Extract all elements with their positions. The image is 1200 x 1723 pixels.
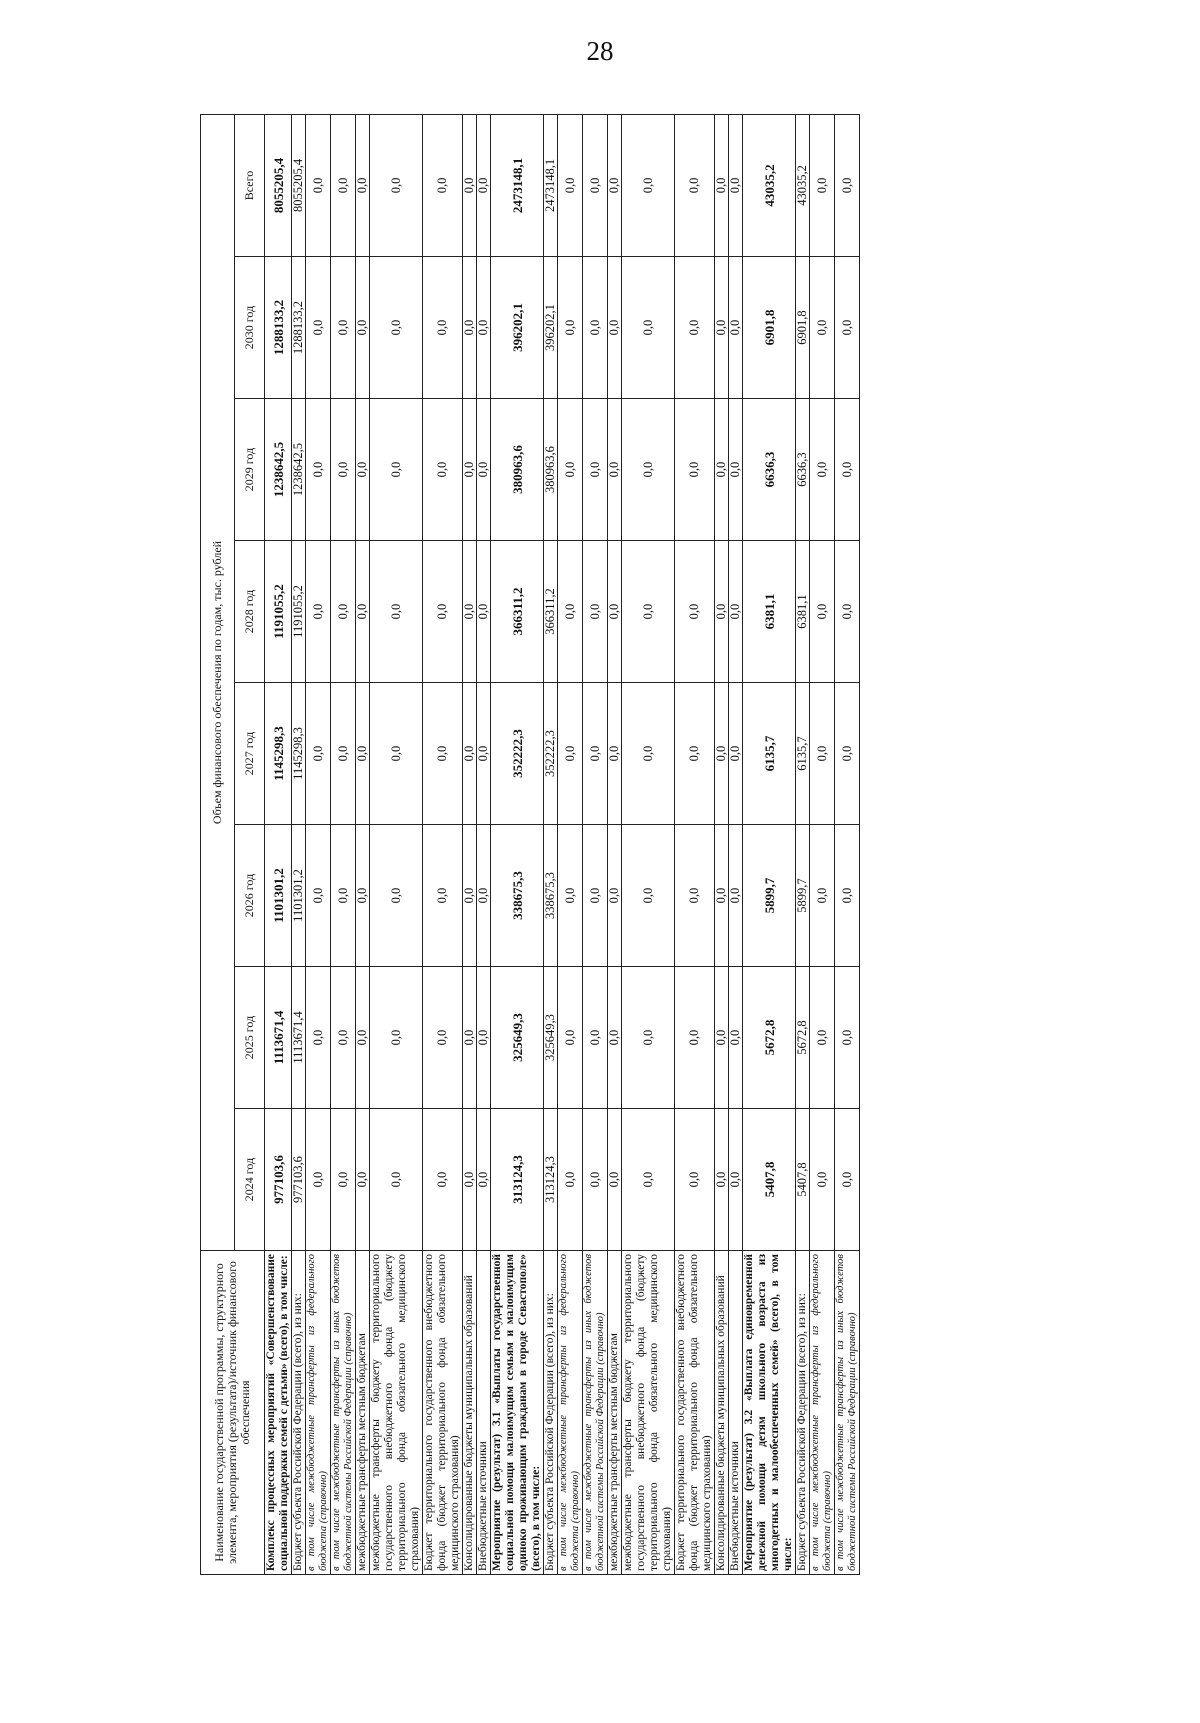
value-cell: 0,0 [608,967,622,1109]
value-cell: 0,0 [558,683,583,825]
value-cell: 5407,8 [796,1109,810,1251]
row-label: Внебюджетные источники [729,1251,743,1575]
row-label: Бюджет субъекта Российской Федерации (всего), из них: [292,1251,306,1575]
value-cell: 0,0 [608,1109,622,1251]
value-cell: 0,0 [715,683,729,825]
value-cell: 1238642,5 [292,399,306,541]
value-cell: 0,0 [622,683,675,825]
value-cell: 1191055,2 [265,541,292,683]
value-cell: 1191055,2 [292,541,306,683]
value-cell: 0,0 [583,399,608,541]
rotated-table-sheet [200,115,1000,1575]
value-cell: 0,0 [463,967,477,1109]
value-cell: 0,0 [608,683,622,825]
value-cell: 6901,8 [796,257,810,399]
value-cell: 0,0 [622,825,675,967]
table-row [715,114,729,1574]
value-cell: 0,0 [463,541,477,683]
value-cell: 1288133,2 [292,257,306,399]
value-cell: 0,0 [306,541,331,683]
value-cell: 0,0 [463,825,477,967]
table-row [491,114,544,1574]
value-cell: 0,0 [835,683,860,825]
value-cell: 0,0 [356,825,370,967]
value-cell: 0,0 [583,825,608,967]
funding-table [200,114,860,1575]
value-cell: 0,0 [558,257,583,399]
value-cell: 0,0 [715,1109,729,1251]
value-cell: 0,0 [622,1109,675,1251]
value-cell: 0,0 [370,1109,423,1251]
value-cell: 0,0 [835,967,860,1109]
value-cell: 0,0 [622,257,675,399]
volume-title-header: Объем финансового обеспечения по годам, тыс. рублей [201,114,235,1250]
value-cell: 5672,8 [796,967,810,1109]
value-cell: 1113671,4 [292,967,306,1109]
value-cell: 0,0 [622,967,675,1109]
value-cell: 0,0 [675,541,715,683]
row-label: в том числе межбюджетные трансферты из федерального бюджета (справочно) [558,1251,583,1575]
value-cell: 0,0 [835,1109,860,1251]
value-cell: 380963,6 [491,399,544,541]
value-cell: 0,0 [356,541,370,683]
value-cell: 0,0 [675,257,715,399]
value-cell: 0,0 [370,257,423,399]
value-cell: 0,0 [608,399,622,541]
total-cell: 0,0 [306,114,331,256]
table-row [265,114,292,1574]
year-header: 2029 год [235,399,265,541]
value-cell: 6135,7 [796,683,810,825]
year-header: 2030 год [235,257,265,399]
value-cell: 0,0 [331,399,356,541]
value-cell: 0,0 [715,257,729,399]
value-cell: 0,0 [558,1109,583,1251]
row-label: в том числе межбюджетные трансферты из иных бюджетов бюджетной системы Российской Федерации (справочно) [331,1251,356,1575]
value-cell: 0,0 [583,1109,608,1251]
row-label: в том числе межбюджетные трансферты из федерального бюджета (справочно) [306,1251,331,1575]
total-cell: 0,0 [715,114,729,256]
value-cell: 6636,3 [796,399,810,541]
value-cell: 0,0 [715,399,729,541]
total-cell: 43035,2 [743,114,796,256]
row-label: Бюджет территориального государственного внебюджетного фонда (бюджет территориального фонда обязательного медицинского страхования) [423,1251,463,1575]
total-cell: 0,0 [729,114,743,256]
value-cell: 0,0 [331,825,356,967]
table-body [265,114,860,1574]
value-cell: 0,0 [729,683,743,825]
table-row [544,114,558,1574]
table-row [583,114,608,1574]
value-cell: 0,0 [729,541,743,683]
value-cell: 6135,7 [743,683,796,825]
value-cell: 977103,6 [292,1109,306,1251]
value-cell: 0,0 [356,967,370,1109]
total-cell: 2473148,1 [491,114,544,256]
value-cell: 0,0 [608,541,622,683]
value-cell: 0,0 [729,825,743,967]
total-cell: 0,0 [423,114,463,256]
table-row [356,114,370,1574]
total-cell: 43035,2 [796,114,810,256]
value-cell: 0,0 [423,967,463,1109]
year-header: 2024 год [235,1109,265,1251]
total-cell: 0,0 [810,114,835,256]
table-row [331,114,356,1574]
value-cell: 0,0 [675,967,715,1109]
value-cell: 6901,8 [743,257,796,399]
value-cell: 0,0 [675,825,715,967]
value-cell: 313124,3 [544,1109,558,1251]
year-header: 2028 год [235,541,265,683]
value-cell: 6381,1 [743,541,796,683]
value-cell: 0,0 [583,257,608,399]
value-cell: 0,0 [558,967,583,1109]
year-header: 2026 год [235,825,265,967]
value-cell: 0,0 [356,257,370,399]
value-cell: 0,0 [583,683,608,825]
value-cell: 0,0 [306,1109,331,1251]
total-cell: 8055205,4 [265,114,292,256]
value-cell: 1288133,2 [265,257,292,399]
table-row [675,114,715,1574]
row-label: Консолидированные бюджеты муниципальных образований [463,1251,477,1575]
value-cell: 325649,3 [544,967,558,1109]
value-cell: 0,0 [477,967,491,1109]
value-cell: 0,0 [810,541,835,683]
total-cell: 0,0 [558,114,583,256]
table-row [292,114,306,1574]
value-cell: 0,0 [835,399,860,541]
value-cell: 0,0 [370,825,423,967]
value-cell: 338675,3 [491,825,544,967]
value-cell: 0,0 [558,541,583,683]
value-cell: 352222,3 [544,683,558,825]
value-cell: 366311,2 [544,541,558,683]
row-label: Внебюджетные источники [477,1251,491,1575]
value-cell: 5899,7 [796,825,810,967]
value-cell: 0,0 [477,399,491,541]
value-cell: 0,0 [370,967,423,1109]
value-cell: 0,0 [331,967,356,1109]
table-row [729,114,743,1574]
total-cell: 0,0 [356,114,370,256]
value-cell: 0,0 [715,825,729,967]
value-cell: 1101301,2 [292,825,306,967]
value-cell: 6381,1 [796,541,810,683]
value-cell: 0,0 [423,541,463,683]
row-label: межбюджетные трансферты местным бюджетам [356,1251,370,1575]
value-cell: 0,0 [423,399,463,541]
row-label: Мероприятие (результат) 3.1 «Выплаты государственной социальной помощи малоимущим семьям и малоимущим одиноко проживающим гражданам в городе Севастополе» (всего), в том числе: [491,1251,544,1575]
value-cell: 0,0 [463,1109,477,1251]
value-cell: 396202,1 [544,257,558,399]
table-row [608,114,622,1574]
value-cell: 0,0 [306,683,331,825]
value-cell: 0,0 [715,967,729,1109]
value-cell: 0,0 [835,257,860,399]
total-cell: 8055205,4 [292,114,306,256]
name-column-header: Наименование государственной программы, структурного элемента, мероприятия (результата)/источник финансового обеспечения [201,1251,265,1575]
value-cell: 0,0 [306,825,331,967]
value-cell: 313124,3 [491,1109,544,1251]
value-cell: 0,0 [331,1109,356,1251]
value-cell: 1238642,5 [265,399,292,541]
value-cell: 0,0 [810,257,835,399]
page-number: 28 [586,36,614,66]
value-cell: 0,0 [583,967,608,1109]
value-cell: 0,0 [608,257,622,399]
table-row [477,114,491,1574]
value-cell: 0,0 [622,541,675,683]
row-label: межбюджетные трансферты местным бюджетам [608,1251,622,1575]
value-cell: 0,0 [729,399,743,541]
value-cell: 0,0 [370,683,423,825]
table-row [622,114,675,1574]
value-cell: 0,0 [810,399,835,541]
total-cell: 0,0 [370,114,423,256]
value-cell: 0,0 [331,541,356,683]
value-cell: 325649,3 [491,967,544,1109]
value-cell: 0,0 [356,683,370,825]
value-cell: 0,0 [306,967,331,1109]
value-cell: 1145298,3 [292,683,306,825]
row-label: Комплекс процессных мероприятий «Совершенствование социальной поддержки семей с детьми» (всего), в том числе: [265,1251,292,1575]
value-cell: 0,0 [356,1109,370,1251]
table-row [743,114,796,1574]
value-cell: 0,0 [608,825,622,967]
row-label: межбюджетные трансферты бюджету территориального государственного внебюджетного фонда (бюджету территориального фонда обязательного медицинского страхования) [622,1251,675,1575]
table-row [306,114,331,1574]
year-header: 2025 год [235,967,265,1109]
total-cell: 0,0 [477,114,491,256]
value-cell: 1113671,4 [265,967,292,1109]
value-cell: 0,0 [675,399,715,541]
value-cell: 1101301,2 [265,825,292,967]
value-cell: 0,0 [477,541,491,683]
total-cell: 0,0 [331,114,356,256]
row-label: межбюджетные трансферты бюджету территориального государственного внебюджетного фонда (бюджету территориального фонда обязательного медицинского страхования) [370,1251,423,1575]
value-cell: 380963,6 [544,399,558,541]
value-cell: 0,0 [835,825,860,967]
value-cell: 0,0 [423,1109,463,1251]
value-cell: 0,0 [463,683,477,825]
value-cell: 0,0 [715,541,729,683]
total-cell: 0,0 [675,114,715,256]
table-row [835,114,860,1574]
value-cell: 352222,3 [491,683,544,825]
value-cell: 0,0 [810,1109,835,1251]
value-cell: 0,0 [370,541,423,683]
value-cell: 977103,6 [265,1109,292,1251]
value-cell: 1145298,3 [265,683,292,825]
value-cell: 0,0 [306,257,331,399]
value-cell: 0,0 [583,541,608,683]
value-cell: 5672,8 [743,967,796,1109]
value-cell: 0,0 [810,967,835,1109]
row-label: в том числе межбюджетные трансферты из иных бюджетов бюджетной системы Российской Федерации (справочно) [583,1251,608,1575]
value-cell: 0,0 [331,257,356,399]
value-cell: 0,0 [423,257,463,399]
value-cell: 0,0 [463,399,477,541]
total-cell: 0,0 [622,114,675,256]
value-cell: 0,0 [558,825,583,967]
value-cell: 0,0 [477,825,491,967]
value-cell: 0,0 [477,257,491,399]
total-header: Всего [235,114,265,256]
value-cell: 396202,1 [491,257,544,399]
row-label: Бюджет субъекта Российской Федерации (всего), из них: [796,1251,810,1575]
value-cell: 0,0 [423,683,463,825]
value-cell: 0,0 [558,399,583,541]
table-row [796,114,810,1574]
value-cell: 0,0 [729,967,743,1109]
value-cell: 0,0 [810,683,835,825]
row-label: Бюджет субъекта Российской Федерации (всего), из них: [544,1251,558,1575]
value-cell: 0,0 [331,683,356,825]
table-row [423,114,463,1574]
row-label: в том числе межбюджетные трансферты из федерального бюджета (справочно) [810,1251,835,1575]
value-cell: 0,0 [477,1109,491,1251]
value-cell: 0,0 [729,257,743,399]
value-cell: 0,0 [477,683,491,825]
year-header: 2027 год [235,683,265,825]
value-cell: 0,0 [675,683,715,825]
value-cell: 0,0 [423,825,463,967]
value-cell: 0,0 [356,399,370,541]
total-cell: 0,0 [608,114,622,256]
total-cell: 0,0 [835,114,860,256]
table-row [810,114,835,1574]
value-cell: 0,0 [675,1109,715,1251]
value-cell: 5899,7 [743,825,796,967]
value-cell: 0,0 [463,257,477,399]
value-cell: 0,0 [370,399,423,541]
table-row [463,114,477,1574]
row-label: Бюджет территориального государственного внебюджетного фонда (бюджет территориального фонда обязательного медицинского страхования) [675,1251,715,1575]
total-cell: 0,0 [463,114,477,256]
table-row [558,114,583,1574]
value-cell: 0,0 [835,541,860,683]
total-cell: 0,0 [583,114,608,256]
value-cell: 6636,3 [743,399,796,541]
row-label: Мероприятие (результат) 3.2 «Выплата единовременной денежной помощи детям школьного возраста из многодетных и малообеспеченных семей» (всего), в том числе: [743,1251,796,1575]
value-cell: 0,0 [306,399,331,541]
row-label: Консолидированные бюджеты муниципальных образований [715,1251,729,1575]
value-cell: 0,0 [622,399,675,541]
value-cell: 338675,3 [544,825,558,967]
value-cell: 366311,2 [491,541,544,683]
value-cell: 5407,8 [743,1109,796,1251]
value-cell: 0,0 [729,1109,743,1251]
value-cell: 0,0 [810,825,835,967]
row-label: в том числе межбюджетные трансферты из иных бюджетов бюджетной системы Российской Федерации (справочно) [835,1251,860,1575]
table-row [370,114,423,1574]
total-cell: 2473148,1 [544,114,558,256]
